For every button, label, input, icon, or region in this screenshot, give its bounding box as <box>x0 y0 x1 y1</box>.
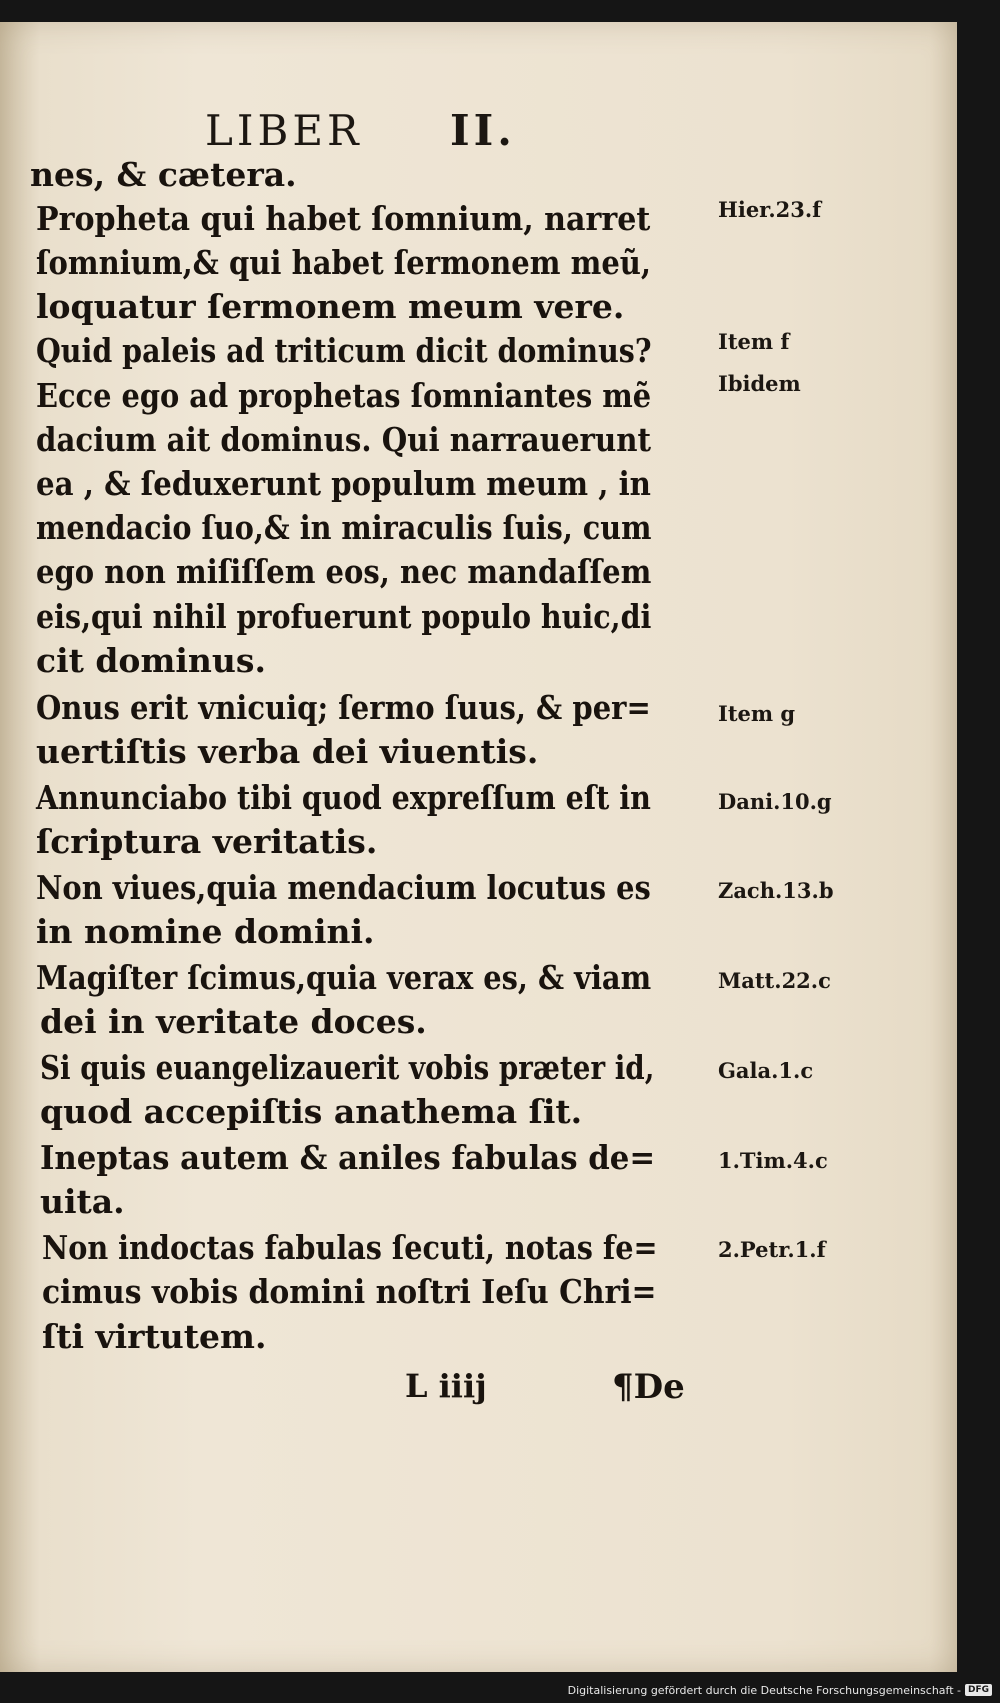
text-line: dei in veritate doces. <box>40 1002 427 1041</box>
margin-note: Dani.10.g <box>718 789 832 814</box>
text-line: cit dominus. <box>36 641 266 680</box>
dfg-logo: DFG <box>965 1684 992 1696</box>
text-line: Onus erit vnicuiq; ſermo ſuus, & per= <box>36 688 651 727</box>
text-line: ea , & ſeduxerunt populum meum , in <box>36 464 651 503</box>
margin-note: Matt.22.c <box>718 968 831 993</box>
book-page <box>0 22 957 1672</box>
body-text <box>0 22 957 1672</box>
text-line: Si quis euangelizauerit vobis præter id, <box>40 1048 655 1087</box>
margin-note: Hier.23.f <box>718 197 822 222</box>
signature-mark: L iiij <box>405 1367 487 1405</box>
text-line: Non indoctas fabulas ſecuti, notas fe= <box>42 1228 658 1267</box>
text-line: Propheta qui habet ſomnium, narret <box>36 199 651 238</box>
text-line: dacium ait dominus. Qui narrauerunt <box>36 420 651 459</box>
text-line: ego non miſiſſem eos, nec mandaſſem <box>36 552 652 591</box>
text-line: ſomnium,& qui habet ſermonem meũ, <box>36 243 652 282</box>
text-line: Quid paleis ad triticum dicit dominus? <box>36 331 652 370</box>
text-line: ſcriptura veritatis. <box>36 822 378 861</box>
funding-credit: Digitalisierung gefördert durch die Deutsche Forschungsgemeinschaft - <box>567 1683 961 1697</box>
text-line: quod accepiſtis anathema ſit. <box>40 1092 583 1131</box>
text-line: uertiſtis verba dei viuentis. <box>36 732 539 771</box>
text-line: eis,qui nihil profuerunt populo huic,di <box>36 597 652 636</box>
margin-note: 1.Tim.4.c <box>718 1148 828 1173</box>
text-line: in nomine domini. <box>36 912 375 951</box>
text-line: ſti virtutem. <box>42 1317 267 1356</box>
text-line: mendacio ſuo,& in miraculis ſuis, cum <box>36 508 652 547</box>
text-line: Magiſter ſcimus,quia verax es, & viam <box>36 958 652 997</box>
catchword: ¶De <box>612 1367 685 1407</box>
text-line: loquatur ſermonem meum vere. <box>36 287 625 326</box>
margin-note: Zach.13.b <box>718 878 834 903</box>
text-line: uita. <box>40 1182 125 1221</box>
text-line: cimus vobis domini noſtri Ieſu Chri= <box>42 1272 657 1311</box>
margin-note: Item g <box>718 701 796 726</box>
text-line: nes, & cætera. <box>30 155 297 194</box>
text-line: Ineptas autem & aniles fabulas de= <box>40 1138 656 1177</box>
text-line: Annunciabo tibi quod expreſſum eſt in <box>36 778 651 817</box>
text-line: Ecce ego ad prophetas ſomniantes mẽ <box>36 376 652 415</box>
margin-note: 2.Petr.1.f <box>718 1237 826 1262</box>
margin-note: Ibidem <box>718 371 801 396</box>
margin-note: Gala.1.c <box>718 1058 814 1083</box>
header-title: LIBER <box>205 106 363 155</box>
header-book-number: II. <box>450 106 516 155</box>
margin-note: Item f <box>718 329 790 354</box>
text-line: Non viues,quia mendacium locutus es <box>36 868 651 907</box>
digitization-footer <box>568 1680 992 1700</box>
